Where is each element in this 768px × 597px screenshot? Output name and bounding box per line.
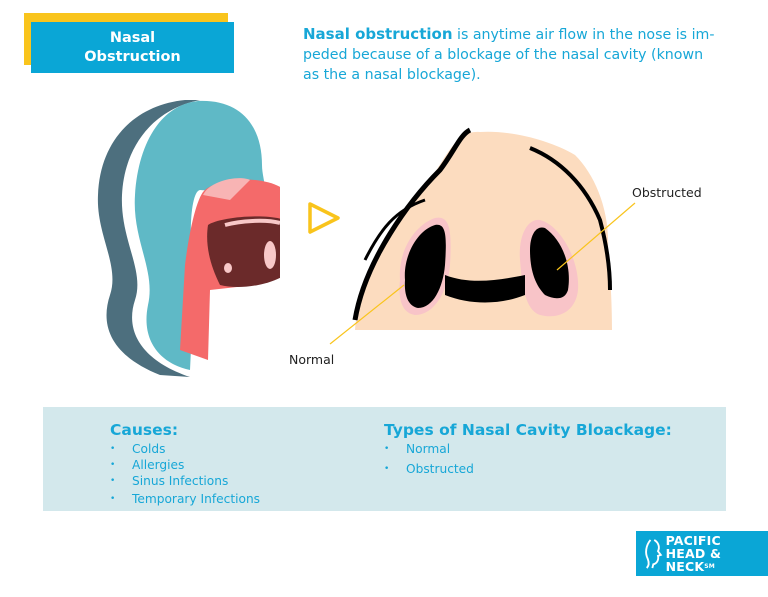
bullet-icon: •: [110, 476, 116, 486]
types-list: [384, 441, 672, 477]
causes-heading: Causes:: [110, 421, 179, 439]
label-normal: Normal: [289, 352, 335, 367]
list-item: • Colds: [110, 442, 166, 456]
list-item: • Sinus Infections: [110, 474, 229, 488]
types-heading: Types of Nasal Cavity Bloackage:: [384, 421, 672, 439]
list-item: • Temporary Infections: [110, 492, 261, 506]
list-item: • Obstructed: [384, 462, 474, 476]
intro-term: Nasal obstruction: [303, 25, 453, 43]
page-title-line1: Nasal: [109, 29, 156, 46]
intro-text: is anytime air flow in the nose is im-peded because of a blockage of the nasal cavity (known as the a nasal blockage).: [303, 27, 715, 83]
causes-list: [110, 441, 260, 507]
pacific-head-neck-logo: [636, 531, 768, 576]
bullet-icon: •: [110, 494, 116, 504]
logo-text: PACIFIC HEAD & NECK℠: [665, 533, 722, 574]
label-obstructed: Obstructed: [632, 185, 702, 200]
types-section: [384, 421, 672, 481]
bullet-icon: •: [384, 444, 390, 454]
face-profile-icon: [643, 537, 664, 571]
info-panel: [43, 407, 726, 511]
bullet-icon: •: [384, 464, 390, 474]
causes-section: [110, 421, 260, 507]
bullet-icon: •: [110, 444, 116, 454]
list-item: • Normal: [384, 442, 451, 456]
list-item: • Allergies: [110, 458, 185, 472]
bullet-icon: •: [110, 460, 116, 470]
page-title-line2: Obstruction: [84, 48, 181, 65]
